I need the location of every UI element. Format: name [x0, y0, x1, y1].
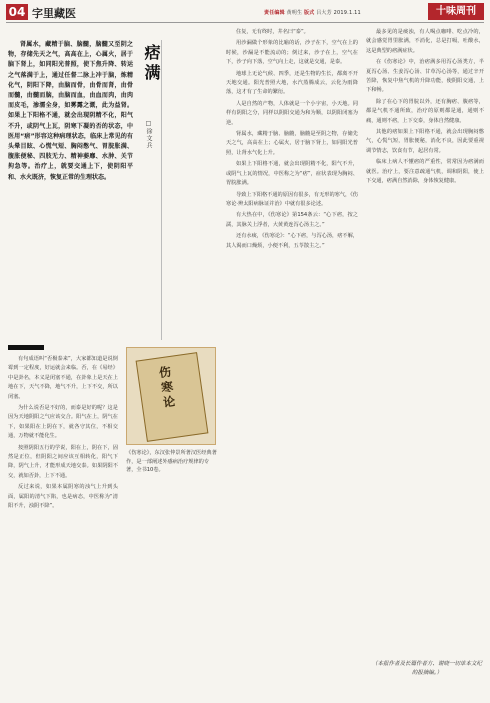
col2-para: 有大热在中，《伤寒论》第154条云：“心下痞，按之濡，其脉关上浮者，大黄黄连泻心汤主之。”: [226, 212, 358, 228]
col3-para: 除了在心下的胃脘以外，还有胸痞、腹痞等，都是气机不通所致，治疗的原则都是通，通则不痛，通则不痞，上下交泰，身体自然健康。: [366, 98, 484, 124]
book-cover-image: 伤寒论: [136, 352, 209, 442]
col2-para: 还有水痰，《伤寒论》：“心下痞，与泻心汤，痞不解，其人渴而口燥烦，小便不利，五苓散主之。”: [226, 233, 358, 249]
col3-para: 临床上病人不懂痞的严重性，常常因为痞满而就医。治疗上，要注意疏通气机，调和阴阳，使上下交通，痞满自然消除，身体恢复健康。: [366, 159, 484, 185]
column-divider: [161, 40, 162, 340]
meta-design-label: 版式: [304, 10, 315, 16]
article-title: 痞满: [142, 44, 161, 84]
meta-date: 2019.1.11: [333, 10, 361, 16]
page-number: 04: [6, 4, 28, 20]
intro-box: [8, 40, 133, 330]
col2-para: 如果上下阳格不通，就会出现阴精不化，阳气不升，或阴气上瓦的情况，中医称之为“痞”，症状表现为胸闷、胃脘胀满。: [226, 161, 358, 187]
col3-para: 在《伤寒论》中，治痞满多用泻心汤类方，半夏泻心汤、生姜泻心汤、甘草泻心汤等，通过辛开苦降，恢复中焦气机的升降功能，使阴阳交通，上下和畅。: [366, 59, 484, 94]
col2-para: 人是自然的产物，人体就是一个小宇宙，小天地。同样有阴阳之分，同样以阴阳交通为和为顺，以阴阳闭塞为逆。: [226, 100, 358, 126]
col1-para: 按照阴阳五行的学说，阳在上，阴在下，固然是正位，但阴阳之间应该互相转化，阳气下降，阴气上升，才能形成天地交泰。如果阴阳不交，就如否卦，上下不通。: [8, 444, 118, 479]
col2-para: 住复，无有终时，井名曰“泰”。: [236, 29, 309, 35]
col2-para: 地球上无论气候、四季，还是生物的生长，都离不开天地交通。阳光普照大地，水汽蒸腾成云，云化为雨降落，这才有了生命的繁衍。: [226, 70, 358, 96]
section-title: 字里藏医: [32, 7, 76, 20]
editor-note: （本报作者及长篇作者方、谢晓一切单本文纪的报摘编。）: [371, 661, 482, 676]
col2-para: 肾属水，藏精于脑、脑髓，脑髓是至阴之物，存储先天之气，高高在上；心属火，居于脑下肾上，如同阳光普照，让肾水气化上升。: [226, 131, 358, 156]
col3-para: 最多见的是痰浊，有人喝点咖啡、吃点冷的，就会感觉胃里胀满，不消化，总是打嗝，吐酸水，这是典型的痞满症状。: [366, 29, 484, 54]
col1-para: 为什么说否是不好的，而泰是好的呢？这是因为天地阴阳之气应该交合。阳气在上，阴气在下，如果阳在上阴在下，就各守其位，不相交通，万物就不能化生。: [8, 405, 118, 440]
article-author: □徐文兵: [145, 120, 152, 149]
col2-para: 用沙漏做个形象的比喻的话，沙子在下，空气在上的时候，沙漏是不能流动的；倒过来，沙子在上，空气在下，沙子向下落，空气向上走，这就是交通，是泰。: [226, 40, 358, 66]
col1-para: 有句成语叫“否极泰来”，大家都知道是说倒霉到一定程度，好运就会来临。否，在《易经》中是卦名，本义是闭塞不通，在卦象上是天在上地在下，天气不降，地气不升，上下不交，所以闭塞。: [8, 356, 118, 400]
page-header: [0, 0, 490, 24]
column-2: [226, 28, 358, 700]
brand-logo: 十味周刊: [428, 3, 484, 20]
meta-editor: 黄明生: [286, 10, 303, 16]
col1-para: 反过来说，如果本属阴寒的浊气上升到头面，属阳的清气下陷，也是病态，中医称为“清阳不升，浊阴不降”。: [8, 484, 118, 510]
col2-para: 导致上下阳格不通的原因有很多，有无形的寒气，《伤寒论·辨太阳病脉证并治》中就有很多论述。: [226, 191, 358, 207]
column-1: [8, 355, 118, 700]
page-meta: [264, 9, 361, 16]
column-3: [366, 28, 484, 656]
meta-editor-label: 责任编辑: [264, 10, 285, 16]
photo-caption: 《伤寒论》，东汉张仲景所著汉医经典著作，是一部阐述外感病治疗规律的专著，全书10卷。: [126, 450, 217, 474]
header-rule: [6, 22, 484, 23]
meta-design: 吕大芳: [316, 10, 332, 16]
book-photo: [126, 347, 216, 445]
col3-para: 其他的痞如果上下阳格不通，就会出现胸闷憋气，心慌气短，胃胀便秘，消化不良，因此要重视调节情志，饮食有节，起居有常。: [366, 129, 484, 154]
intro-text: 肾属水，藏精于脑、脑髓，脑髓又至阴之物，存储先天之气，高高在上，心属火，居于脑下肾上，如同阳光普照，使下焦升降、转运之气落满于上，通过任督二脉上冲于脑，炼精化气，阴阳下降，由脑而骨，由骨而肾，由骨而髓，由髓而脑，由脑而血，由血而肉，由肉而皮毛，渗濡全身，如雾露之溉，此为益肾。如果上下阳格不通，就会出现阴精不化，阳气不升，或阴气上瓦，阴寒下凝的否的状态，中医用“痞”形容这种病理状态，临床上常见的有头晕目眩、心慌气短、胸闷憋气、胃脘胀满、腹胀便秘、四肢无力、精神萎靡、水肿、关节拘急等。治疗上，就要交通上下，使阴阳平和、水火既济，恢复正常的生理状态。: [8, 41, 133, 181]
title-block: [137, 40, 159, 200]
black-bar: [8, 345, 44, 350]
